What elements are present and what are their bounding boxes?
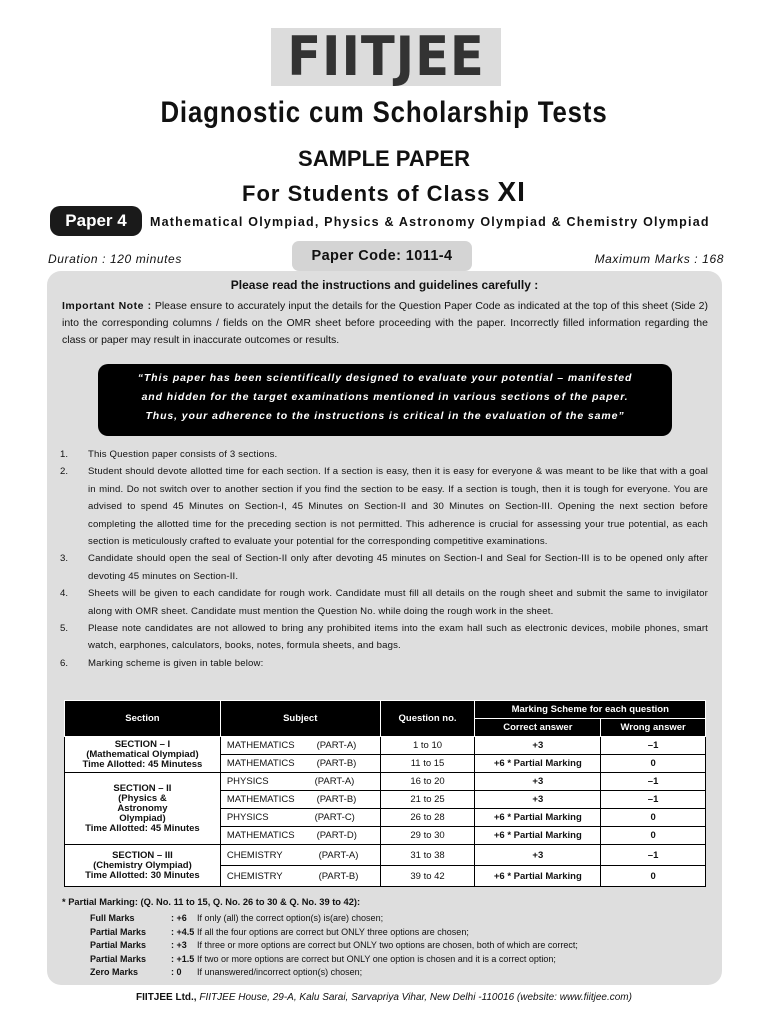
subject-name: MATHEMATICS — [226, 794, 295, 805]
paper-code-badge: Paper Code: 1011-4 — [292, 241, 472, 271]
correct-marks: +6 * Partial Marking — [475, 827, 601, 845]
subject-cell — [220, 827, 380, 845]
important-label: Important Note : — [62, 300, 152, 312]
rule-text: Candidate should open the seal of Section-II only after devoting 45 minutes on Section-I and Seal for Section-III is to be opened only after devoting 45 minutes on Section-II. — [88, 553, 708, 582]
table-row — [65, 737, 706, 755]
subject-name: CHEMISTRY — [226, 870, 283, 882]
section-cell — [65, 845, 221, 887]
table-row — [65, 845, 706, 866]
rule-number: 2. — [60, 466, 69, 478]
rule-item — [60, 620, 708, 655]
subject-name: CHEMISTRY — [226, 849, 283, 861]
correct-marks: +6 * Partial Marking — [475, 866, 601, 887]
marks-label: Zero Marks — [90, 967, 139, 978]
wrong-marks: 0 — [601, 866, 706, 887]
subject-part: (PART-A) — [318, 849, 359, 861]
marks-value: : +3 — [171, 940, 187, 951]
footer-address: FIITJEE House, 29-A, Kalu Sarai, Sarvapriya Vihar, New Delhi -110016 (website: www.fiitjee.com) — [199, 992, 632, 1003]
marks-value: : +4.5 — [171, 926, 195, 937]
partial-marking-item — [90, 939, 578, 953]
marks-label: Partial Marks — [90, 940, 147, 951]
marks-label: Full Marks — [90, 913, 135, 923]
marks-desc: If two or more options are correct but ONLY one option is chosen and it is a correct option; — [197, 953, 556, 964]
wrong-marks: 0 — [601, 755, 706, 773]
important-note — [62, 298, 708, 349]
important-text: Please ensure to accurately input the details for the Question Paper Code as indicated at the top of this sheet (Side 2) into the corresponding columns / fields on the OMR sheet before proceeding with the paper. Incorrectly filled information regarding the class or paper may result in inaccurate outcomes or results. — [62, 300, 709, 346]
duration-text: Duration : 120 minutes — [48, 252, 182, 266]
rule-number: 5. — [60, 623, 69, 635]
max-marks-text: Maximum Marks : 168 — [594, 252, 724, 266]
rule-item — [60, 446, 708, 463]
subject-part: (PART-B) — [316, 794, 357, 805]
section-name: SECTION – I — [114, 738, 171, 750]
quote-line: and hidden for the target examinations mentioned in various sections of the paper. — [141, 391, 629, 403]
rule-text: This Question paper consists of 3 sections. — [88, 449, 278, 460]
correct-marks: +6 * Partial Marking — [475, 755, 601, 773]
wrong-marks: –1 — [601, 737, 706, 755]
header-marking-scheme: Marking Scheme for each question — [475, 701, 706, 719]
rules-list — [60, 446, 708, 672]
partial-marking-title: * Partial Marking: (Q. No. 11 to 15, Q. No. 26 to 30 & Q. No. 39 to 42): — [62, 897, 361, 907]
paper-subjects: Mathematical Olympiad, Physics & Astronomy Olympiad & Chemistry Olympiad — [150, 215, 710, 229]
header-question-no: Question no. — [380, 701, 475, 737]
fiitjee-logo — [271, 25, 501, 88]
section-name: SECTION – II — [113, 782, 172, 794]
quote-line: Thus, your adherence to the instructions is critical in the evaluation of the same” — [145, 410, 625, 422]
question-range: 39 to 42 — [380, 866, 475, 887]
rule-text: Marking scheme is given in table below: — [88, 657, 264, 669]
subject-cell — [220, 773, 380, 791]
marks-label: Partial Marks — [90, 926, 147, 937]
subject-part: (PART-B) — [318, 870, 359, 882]
subject-part: (PART-C) — [314, 812, 355, 823]
subject-name: PHYSICS — [226, 776, 269, 787]
footer-company: FIITJEE Ltd., — [136, 992, 197, 1003]
table-row — [65, 773, 706, 791]
question-range: 11 to 15 — [380, 755, 475, 773]
rule-text: Sheets will be given to each candidate for rough work. Candidate must fill all details on the rough sheet and submit the same to invigilator along with OMR sheet. Candidate must mention the Question No. while doing the rough work in the sheet. — [88, 588, 708, 617]
section-subtitle: (Chemistry Olympiad) — [93, 859, 192, 871]
marks-desc: If three or more options are correct but ONLY two options are chosen, both of which are correct; — [197, 940, 578, 951]
sample-paper-heading: SAMPLE PAPER — [298, 146, 470, 171]
paper-badge: Paper 4 — [50, 206, 142, 236]
partial-marking-item — [90, 953, 578, 967]
partial-marking-list — [90, 912, 578, 980]
marks-value: : 0 — [171, 967, 182, 978]
marks-value: : +1.5 — [171, 953, 195, 964]
partial-marking-item — [90, 912, 578, 926]
instructions-heading: Please read the instructions and guidelines carefully : — [230, 278, 539, 292]
question-range: 16 to 20 — [380, 773, 475, 791]
rule-number: 6. — [60, 657, 69, 669]
rule-item — [60, 655, 708, 672]
for-students-text: For Students of Class — [242, 181, 491, 206]
quote-line: “This paper has been scientifically designed to evaluate your potential – manifested — [137, 372, 633, 384]
correct-marks: +3 — [475, 845, 601, 866]
section-time: Time Allotted: 30 Minutes — [85, 869, 200, 881]
header-wrong-answer: Wrong answer — [601, 719, 706, 737]
subject-cell — [220, 845, 380, 866]
section-cell — [65, 737, 221, 773]
wrong-marks: 0 — [601, 809, 706, 827]
footer — [0, 992, 768, 1003]
question-range: 26 to 28 — [380, 809, 475, 827]
rule-item — [60, 463, 708, 550]
subject-part: (PART-D) — [316, 830, 357, 841]
rule-number: 1. — [60, 449, 69, 460]
marking-scheme-table — [64, 700, 706, 887]
header-section: Section — [65, 701, 221, 737]
subject-name: MATHEMATICS — [226, 830, 295, 841]
section-time: Time Allotted: 45 Minutes — [85, 822, 200, 834]
subject-part: (PART-A) — [316, 740, 357, 751]
marks-label: Partial Marks — [90, 953, 147, 964]
wrong-marks: –1 — [601, 773, 706, 791]
header-correct-answer: Correct answer — [475, 719, 601, 737]
section-subtitle: (Physics & Astronomy Olympiad) — [117, 792, 168, 824]
subject-part: (PART-B) — [316, 758, 357, 769]
subject-part: (PART-A) — [314, 776, 355, 787]
wrong-marks: –1 — [601, 791, 706, 809]
quote-box — [98, 364, 672, 436]
class-heading — [0, 176, 768, 208]
subject-cell — [220, 737, 380, 755]
question-range: 29 to 30 — [380, 827, 475, 845]
rule-number: 4. — [60, 588, 69, 600]
marks-desc: If only (all) the correct option(s) is(are) chosen; — [197, 913, 384, 923]
rule-number: 3. — [60, 553, 69, 565]
partial-marking-item — [90, 966, 578, 980]
subject-name: MATHEMATICS — [226, 758, 295, 769]
subject-cell — [220, 809, 380, 827]
wrong-marks: –1 — [601, 845, 706, 866]
section-time: Time Allotted: 45 Minutess — [82, 758, 203, 770]
rule-text: Please note candidates are not allowed to bring any prohibited items into the exam hall such as electronic devices, mobile phones, smart watch, earphones, calculators, books, notes, formula sheets, and bags. — [88, 623, 708, 652]
partial-marking-item — [90, 926, 578, 940]
rule-item — [60, 585, 708, 620]
class-number: XI — [497, 176, 526, 207]
subject-cell — [220, 866, 380, 887]
marks-desc: If all the four options are correct but ONLY three options are chosen; — [197, 926, 469, 937]
wrong-marks: 0 — [601, 827, 706, 845]
question-range: 31 to 38 — [380, 845, 475, 866]
marks-value: : +6 — [171, 913, 187, 923]
rule-text: Student should devote allotted time for each section. If a section is easy, then it is easy for everyone & was meant to be like that with a goal in mind. Do not switch over to another section if you find the section to be easy. If a section is tough, then it is tough for everyone. You are advised to spend 45 Minutes on Section-I, 45 Minutes on Section-II and 30 Minutes on Section-III. Opening the next section before completing the allotted time for the preceding section is not permitted. This adherence is crucial for assessing your true potential, as each section is meticulously crafted to evaluate your potential for the corresponding competitive examinations. — [88, 466, 708, 548]
rule-item — [60, 550, 708, 585]
subject-cell — [220, 755, 380, 773]
question-range: 1 to 10 — [380, 737, 475, 755]
subject-name: PHYSICS — [226, 812, 269, 823]
section-name: SECTION – III — [112, 849, 173, 861]
correct-marks: +6 * Partial Marking — [475, 809, 601, 827]
correct-marks: +3 — [475, 791, 601, 809]
section-cell — [65, 773, 221, 845]
question-range: 21 to 25 — [380, 791, 475, 809]
marks-desc: If unanswered/incorrect option(s) chosen; — [197, 967, 363, 978]
header-subject: Subject — [220, 701, 380, 737]
correct-marks: +3 — [475, 737, 601, 755]
correct-marks: +3 — [475, 773, 601, 791]
main-title: Diagnostic cum Scholarship Tests — [160, 96, 608, 129]
logo-text: FIITJEE — [287, 25, 485, 88]
subject-cell — [220, 791, 380, 809]
section-subtitle: (Mathematical Olympiad) — [86, 748, 199, 760]
subject-name: MATHEMATICS — [226, 740, 295, 751]
